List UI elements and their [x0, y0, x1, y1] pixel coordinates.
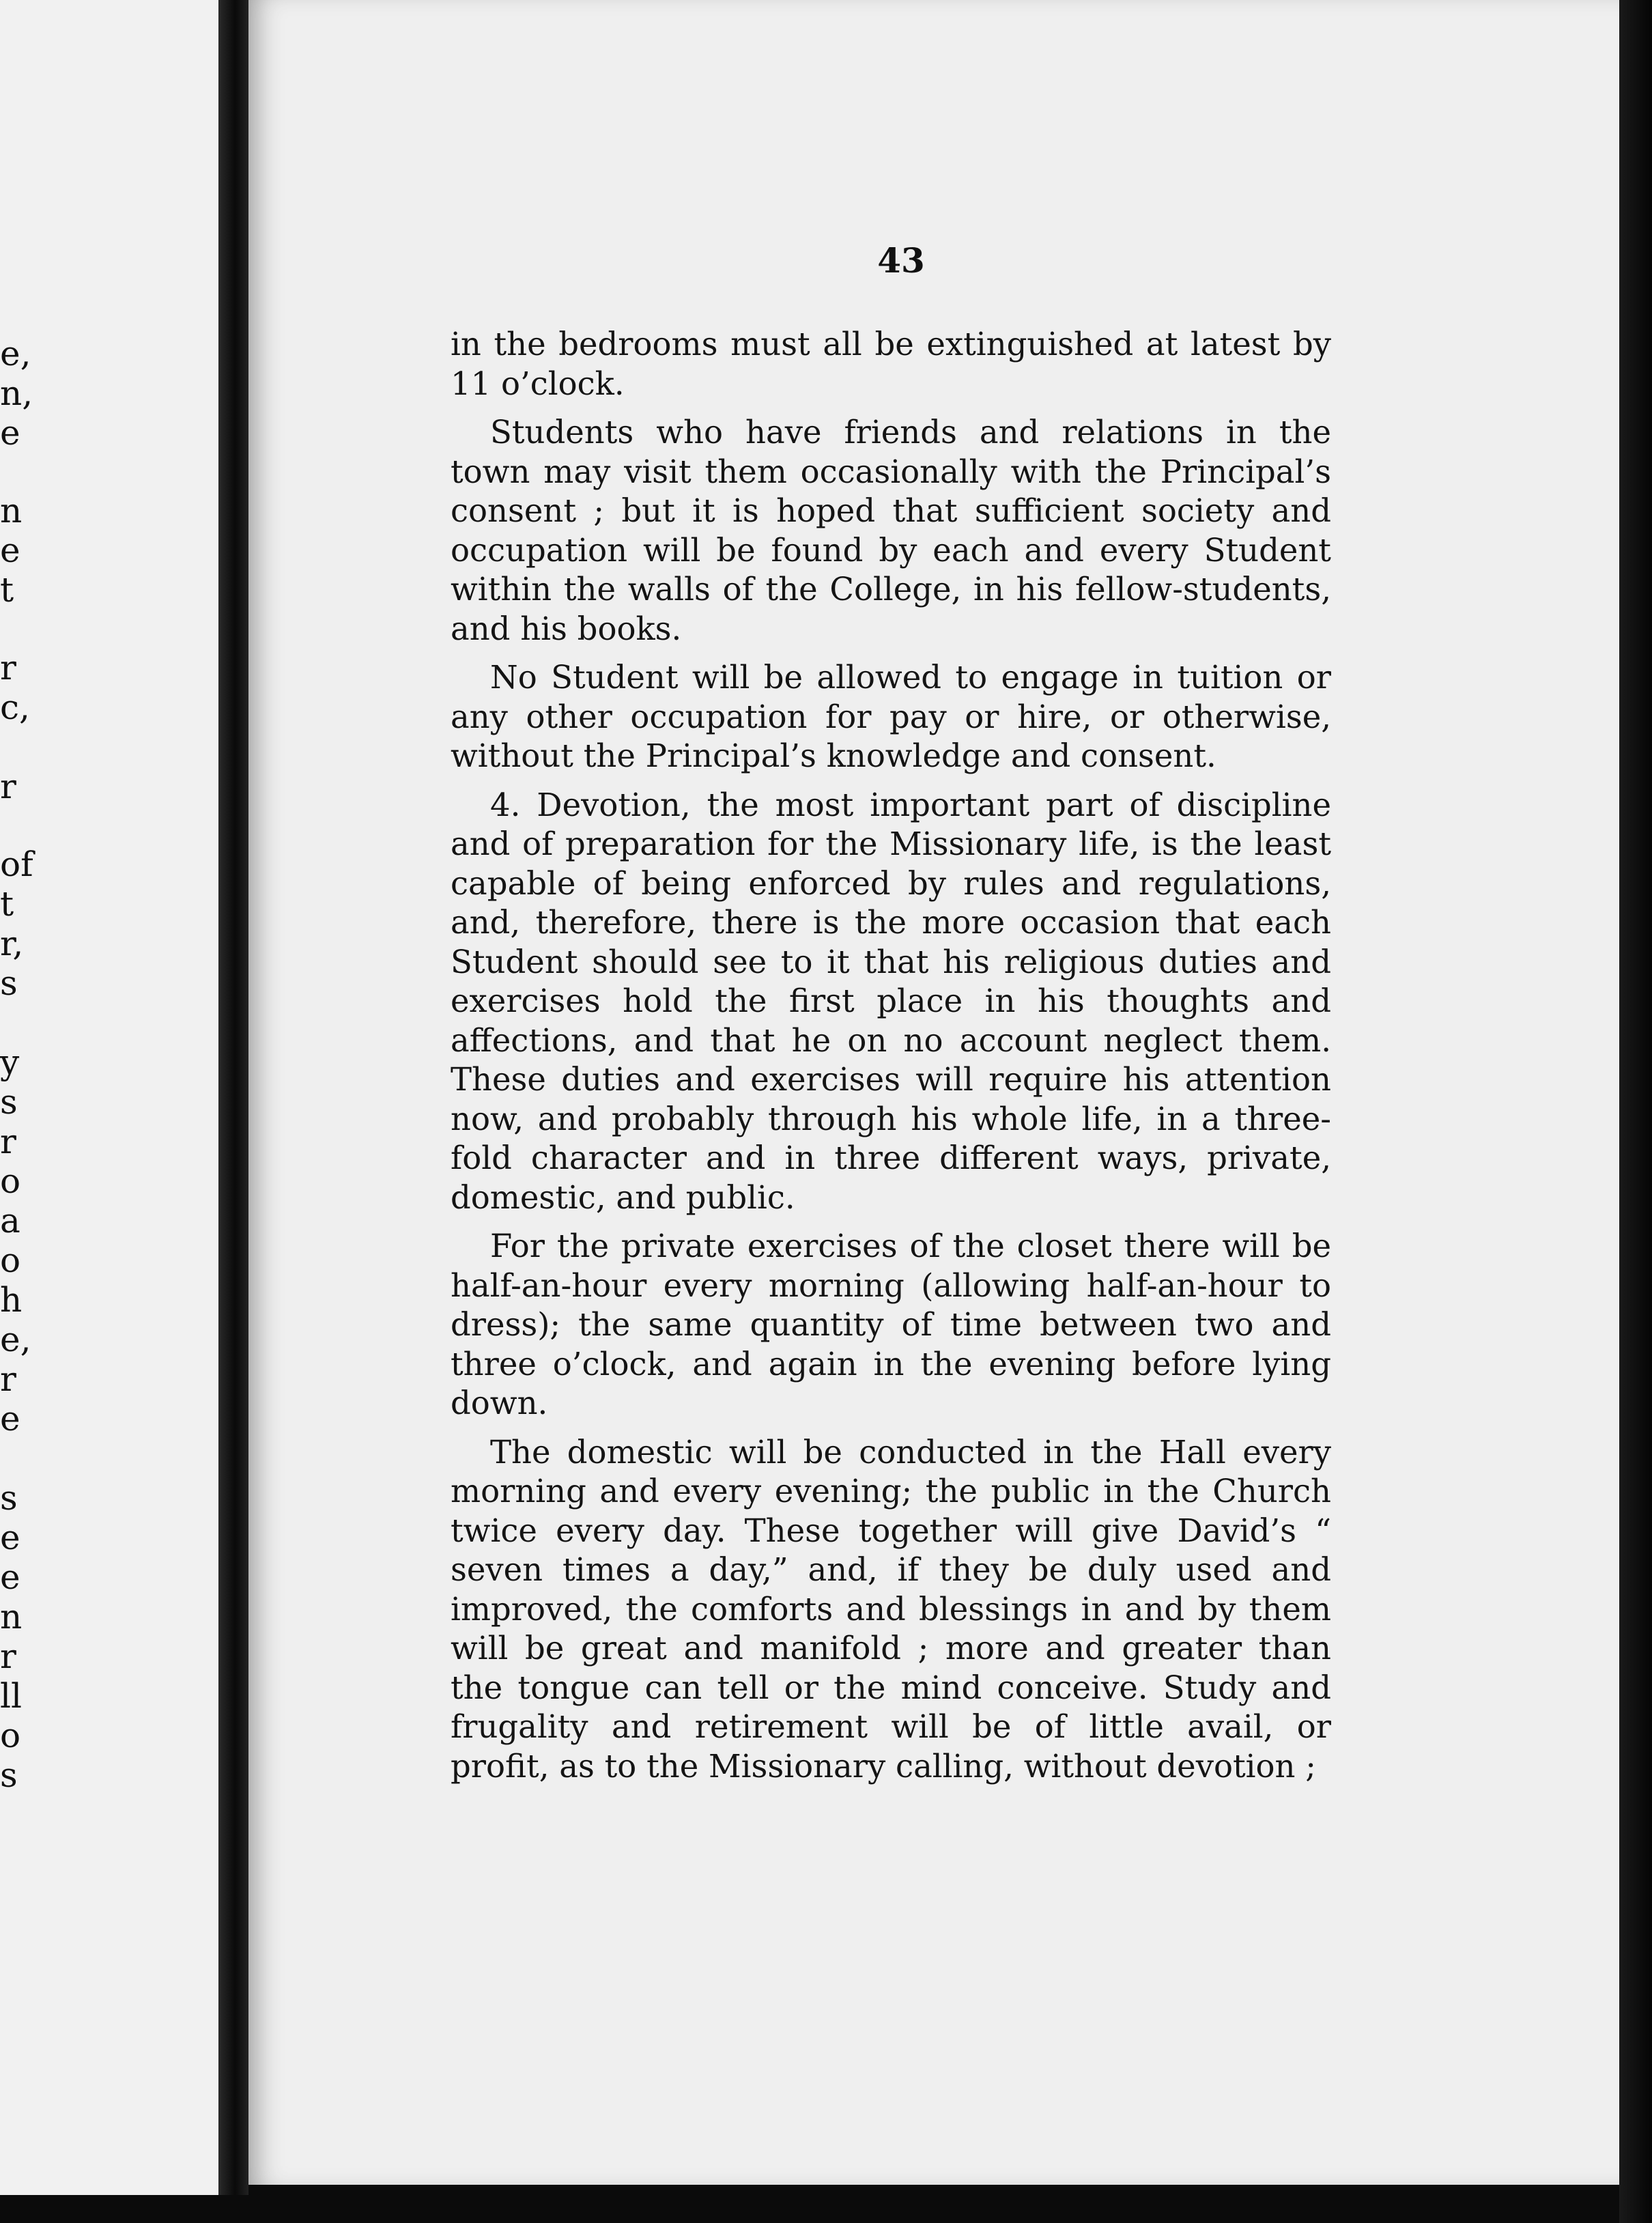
left-page-line-fragment: s — [0, 1478, 18, 1518]
left-page-line-fragment: o — [0, 1161, 21, 1201]
left-page-line-fragment: ll — [0, 1676, 22, 1716]
left-page-line-fragment: e — [0, 1518, 20, 1557]
left-page-line-fragment: y — [0, 1043, 20, 1082]
left-page-line-fragment: e — [0, 413, 20, 453]
left-page-line-fragment: r — [0, 1122, 16, 1161]
page-number: 43 — [877, 240, 925, 281]
left-page-line-fragment: o — [0, 1716, 21, 1755]
left-page-line-fragment: r, — [0, 924, 24, 963]
paragraph-1: in the bedrooms must all be extinguished at latest by 11 o’clock. — [451, 326, 1331, 402]
left-page-line-fragment: e, — [0, 334, 31, 373]
left-page-line-fragment: s — [0, 963, 18, 1003]
left-page-line-fragment: n — [0, 1597, 23, 1637]
left-page-line-fragment: n — [0, 491, 23, 530]
left-page-line-fragment: s — [0, 1755, 18, 1795]
left-page-line-fragment: e — [0, 1557, 20, 1597]
left-page-line-fragment: r — [0, 767, 16, 806]
body-text — [451, 325, 1331, 1786]
left-page-line-fragment: o — [0, 1241, 21, 1280]
left-page-line-fragment: r — [0, 648, 16, 688]
left-page-line-fragment: t — [0, 884, 14, 924]
left-page-line-fragment: of — [0, 845, 33, 884]
page-edge-shadow — [1619, 0, 1652, 2223]
left-page-line-fragment: r — [0, 1637, 16, 1676]
left-page-fragment — [0, 0, 236, 2195]
left-page-line-fragment: e — [0, 1399, 20, 1439]
left-page-line-fragment: e, — [0, 1320, 31, 1359]
left-page-line-fragment: h — [0, 1280, 23, 1320]
paragraph-6: The domestic will be conducted in the Hall every morning and every evening; the public in the Church twice every day. These together will give David’s “ seven times a day,” and, if they be duly used and improved, the comforts and blessings in and by them will be great and manifold ; more and greater than the tongue can tell or the mind conceive. Study and frugality and retirement will be of little avail, or profit, as to the Missionary calling, without devotion ; — [451, 1433, 1331, 1785]
left-page-line-fragment: e — [0, 530, 20, 570]
book-gutter — [218, 0, 248, 2195]
paragraph-2: Students who have friends and relations in the town may visit them occasionally with the Principal’s consent ; but it is hoped that sufficient society and occupation will be found by each and every Student within the walls of the College, in his fellow-students, and his books. — [451, 414, 1331, 647]
paragraph-3: No Student will be allowed to engage in tuition or any other occupation for pay or hire, or otherwise, without the Principal’s knowledge and consent. — [451, 659, 1331, 774]
paragraph-5: For the private exercises of the closet there will be half-an-hour every morning (allowing half-an-hour to dress); the same quantity of time between two and three o’clock, and again in the evening before lying down. — [451, 1228, 1331, 1421]
left-page-line-fragment: t — [0, 570, 14, 610]
left-page-line-fragment: s — [0, 1082, 18, 1122]
left-page-line-fragment: a — [0, 1201, 20, 1241]
left-page-line-fragment: r — [0, 1359, 16, 1399]
left-page-line-fragment: n, — [0, 373, 33, 413]
left-page-line-fragment: c, — [0, 688, 30, 727]
paragraph-4: 4. Devotion, the most important part of discipline and of preparation for the Missionary life, is the least capable of being enforced by rules and regulations, and, therefore, there is the more occasion that each Student should see to it that his religious duties and exercises hold the first place in his thoughts and affections, and that he on no account neglect them. These duties and exercises will require his attention now, and probably through his whole life, in a three-fold character and in three different ways, private, domestic, and public. — [451, 786, 1331, 1216]
